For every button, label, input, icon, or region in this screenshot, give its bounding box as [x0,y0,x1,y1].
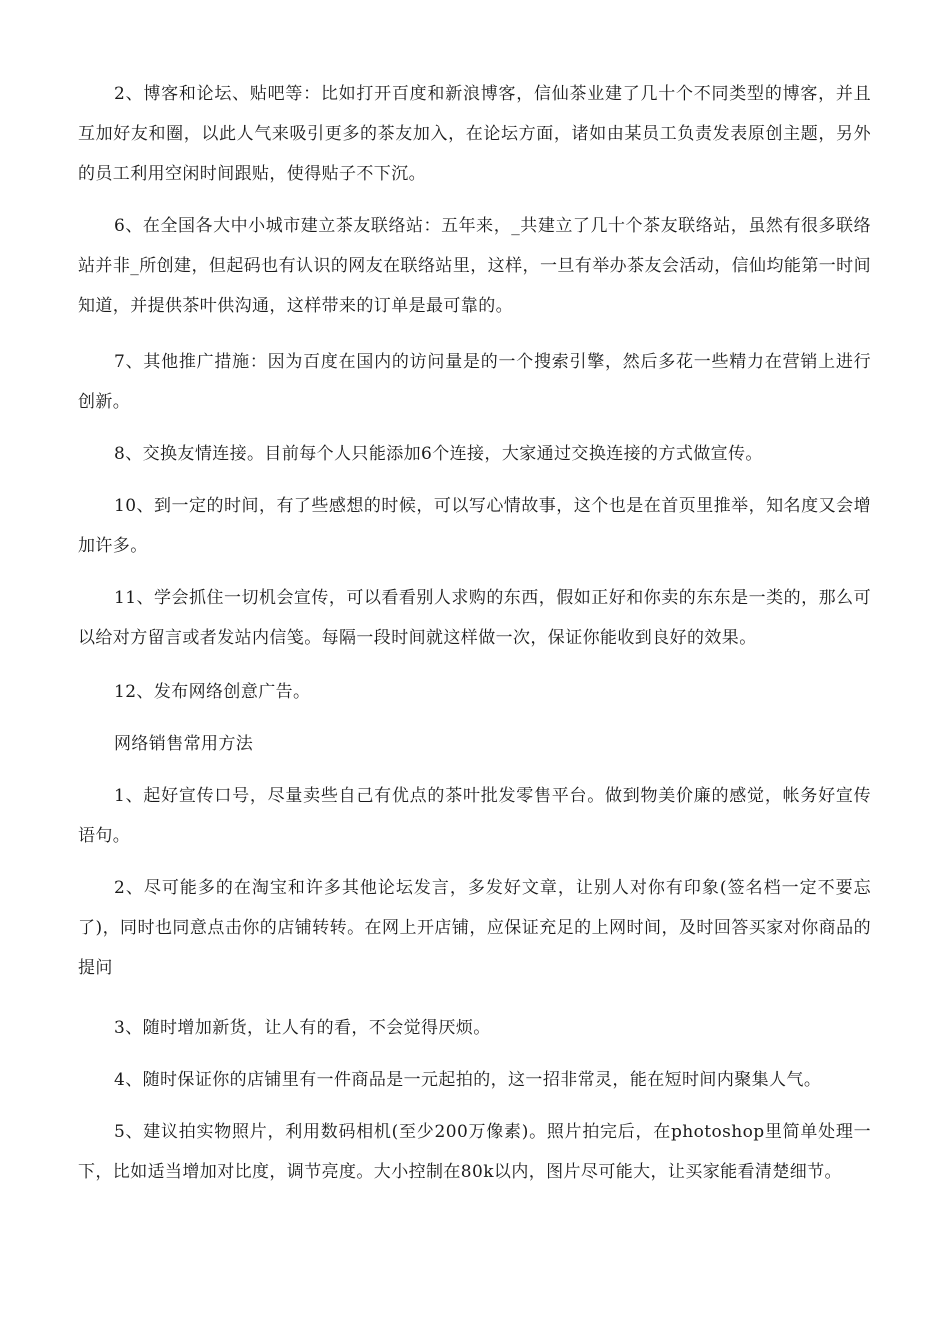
paragraph-slogan: 1、起好宣传口号，尽量卖些自己有优点的茶叶批发零售平台。做到物美价廉的感觉，帐务好宣传语句。 [78,786,871,846]
section-heading-sales-methods: 网络销售常用方法 [114,734,254,754]
paragraph-product-photos: 5、建议拍实物照片，利用数码相机(至少200万像素)。照片拍完后，在photoshop里简单处理一下，比如适当增加对比度，调节亮度。大小控制在80k以内，图片尽可能大，让买家能看清楚细节。 [78,1122,871,1182]
paragraph-tea-friend-stations: 6、在全国各大中小城市建立茶友联络站：五年来，_共建立了几十个茶友联络站，虽然有很多联络站并非_所创建，但起码也有认识的网友在联络站里，这样，一旦有举办茶友会活动，信仙均能第一时间知道，并提供茶叶供沟通，这样带来的订单是最可靠的。 [78,216,871,316]
paragraph-forum-posting: 2、尽可能多的在淘宝和许多其他论坛发言，多发好文章，让别人对你有印象(签名档一定不要忘了)，同时也同意点击你的店铺转转。在网上开店铺，应保证充足的上网时间，及时回答买家对你商品的提问 [78,878,871,978]
paragraph-one-yuan-auction: 4、随时保证你的店铺里有一件商品是一元起拍的，这一招非常灵，能在短时间内聚集人气。 [114,1070,822,1090]
paragraph-new-goods: 3、随时增加新货，让人有的看，不会觉得厌烦。 [114,1018,491,1038]
paragraph-mood-stories: 10、到一定的时间，有了些感想的时候，可以写心情故事，这个也是在首页里推举，知名度又会增加许多。 [78,496,871,556]
paragraph-other-promotion: 7、其他推广措施：因为百度在国内的访问量是的一个搜索引擎，然后多花一些精力在营销上进行创新。 [78,352,871,412]
paragraph-creative-ads: 12、发布网络创意广告。 [114,682,311,702]
paragraph-blogs-forums: 2、博客和论坛、贴吧等：比如打开百度和新浪博客，信仙茶业建了几十个不同类型的博客，并且互加好友和圈，以此人气来吸引更多的茶友加入，在论坛方面，诸如由某员工负责发表原创主题，另外的员工利用空闲时间跟贴，使得贴子不下沉。 [78,84,871,184]
paragraph-seize-opportunities: 11、学会抓住一切机会宣传，可以看看别人求购的东西，假如正好和你卖的东东是一类的，那么可以给对方留言或者发站内信笺。每隔一段时间就这样做一次，保证你能收到良好的效果。 [78,588,871,648]
paragraph-link-exchange: 8、交换友情连接。目前每个人只能添加6个连接，大家通过交换连接的方式做宣传。 [114,444,763,464]
